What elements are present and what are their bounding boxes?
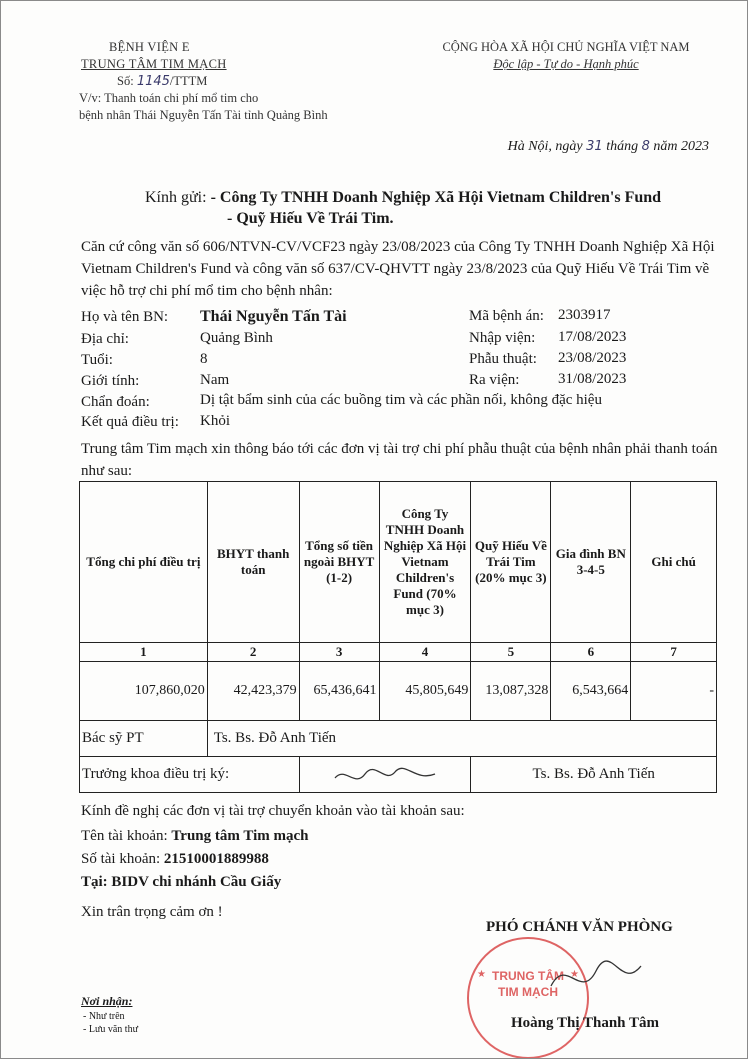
table-header-cell: Gia đình BN 3-4-5: [551, 482, 631, 643]
national-motto: Độc lập - Tự do - Hạnh phúc: [493, 57, 639, 71]
subject-line-2: bệnh nhân Thái Nguyễn Tấn Tài tỉnh Quảng Bình: [79, 108, 328, 122]
republic-title: CỘNG HÒA XÃ HỘI CHỦ NGHĨA VIỆT NAM: [442, 40, 690, 54]
table-header-cell: BHYT thanh toán: [207, 482, 299, 643]
signer-title: PHÓ CHÁNH VĂN PHÒNG: [486, 919, 673, 935]
center-name: TRUNG TÂM TIM MẠCH: [81, 57, 227, 71]
recipient-2: - Quỹ Hiếu Về Trái Tim.: [227, 210, 394, 227]
header-left: [79, 39, 379, 124]
patient-name: Thái Nguyễn Tấn Tài: [200, 308, 347, 325]
intro-paragraph: Căn cứ công văn số 606/NTVN-CV/VCF23 ngày 23/08/2023 của Công Ty TNHH Doanh Nghiệp Xã Hội Vietnam Children's Fund và công văn số 637/CV-QHVTT ngày 23/8/2023 của Quỹ Hiếu Về Trái Tim về việc hỗ trợ chi phí mổ tim cho bệnh nhân:: [81, 239, 715, 299]
table-header-cell: Tổng chi phí điều trị: [80, 482, 208, 643]
hospital-name: BỆNH VIỆN E: [109, 40, 190, 54]
document-number: Số: 1145/TTTM: [117, 74, 208, 89]
subject-line-1: V/v: Thanh toán chi phí mổ tim cho: [79, 91, 259, 105]
diagnosis: Dị tật bẩm sinh của các buồng tim và các phần nối, không đặc hiệu: [200, 392, 602, 408]
table-header-cell: Ghi chú: [631, 482, 717, 643]
recipients-footer-item: - Lưu văn thư: [83, 1024, 138, 1035]
recipients-block: [145, 187, 661, 229]
table-header-cell: Công Ty TNHH Doanh Nghiệp Xã Hội Vietnam Children's Fund (70% mục 3): [379, 482, 471, 643]
table-value-row: 107,860,020 42,423,379 65,436,641 45,805,649 13,087,328 6,543,664 -: [80, 662, 717, 721]
document-page: BỆNH VIỆN E TRUNG TÂM TIM MẠCH Số: 1145/TTTM V/v: Thanh toán chi phí mổ tim cho bệnh nhân Thái Nguyễn Tấn Tài tỉnh Quảng Bình CỘNG HÒA XÃ HỘI CHỦ NGHĨA VIỆT NAM Độc lập - Tự do - Hạnh phúc Hà Nội, ngày 31 tháng 8 năm 2023 Kính gửi: - Công Ty TNHH Doanh Nghiệp Xã Hội Vietnam Children's Fund - Quỹ Hiếu Về Trái Tim. Căn cứ công văn số 606/NTVN-CV/VCF23 ngày 23/08/2023 của Công Ty TNHH Doanh Nghiệp Xã Hội Vietnam Children's Fund và công văn số 637/CV-QHVTT ngày 23/8/2023 của Quỹ Hiếu Về Trái Tim về việc hỗ trợ chi phí mổ tim cho bệnh nhân: Họ và tên BN: Thái Nguyễn Tấn Tài Địa chỉ: Quảng Bình Tuổi: 8 Giới tính: Nam Chẩn đoán: Dị tật bẩm sinh của các buồng tim và các phần nối, không đặc hiệu Kết quả điều trị: Khỏi Mã bệnh án: 2303917 Nhập viện: 17/08/2023 Phẫu thuật: 23/08/2023 Ra viện: 31/08/2023 Trung tâm Tim mạch xin thông báo tới các đơn vị tài trợ chi phí phẫu thuật của bệnh nhân phải thanh toán như sau: Tổng chi phí điều trị BHYT thanh toán Tổng số tiền ngoài BHYT (1-2) Công Ty TNHH Doanh Nghiệp Xã Hội Vietnam Children's Fund (70% mục 3) Quỹ Hiếu Về Trái Tim (20% mục 3) Gia đình BN 3-4-5 Ghi chú 1 2 3 4 5 6 7 107,860,020 42,423,379 65,436,641 45,805,649 13,087,328 6,543,664 - Bác sỹ PT Ts. Bs. Đỗ Anh Tiến Trưởng khoa điều trị ký: Ts. Bs. Đỗ Anh Tiến Kính đề nghị các đơn vị tài trợ chuyển khoản vào tài khoản sau: Tên tài khoản: Trung tâm Tim mạch Số tài khoản: 21510001889988 Tại: BIDV chi nhánh Cầu Giấy Xin trân trọng cảm ơn ! PHÓ CHÁNH VĂN PHÒNG ★ TRUNG TÂM TIM MẠCH ★ Hoàng Thị Thanh Tâm Nơi nhận: - Như trên - Lưu văn thư: [0, 0, 748, 1059]
doctor-row: Bác sỹ PT Ts. Bs. Đỗ Anh Tiến: [80, 721, 717, 757]
table-number-row: 1 2 3 4 5 6 7: [80, 643, 717, 662]
recipients-label: Kính gửi:: [145, 189, 207, 206]
handwritten-number: 1145: [136, 74, 170, 89]
official-stamp: ★ TRUNG TÂM TIM MẠCH ★: [467, 937, 589, 1059]
document-date: Hà Nội, ngày 31 tháng 8 năm 2023: [507, 139, 709, 154]
account-number-line: Số tài khoản: 21510001889988: [81, 851, 269, 867]
notice-paragraph: Trung tâm Tim mạch xin thông báo tới các đơn vị tài trợ chi phí phẫu thuật của bệnh nhân phải thanh toán như sau:: [81, 441, 718, 479]
account-name-line: Tên tài khoản: Trung tâm Tim mạch: [81, 828, 309, 844]
bank-request: Kính đề nghị các đơn vị tài trợ chuyển khoản vào tài khoản sau:: [81, 803, 465, 819]
signature-cell: [299, 757, 471, 793]
recipients-footer-label: Nơi nhận:: [81, 994, 133, 1008]
bank-line: Tại: BIDV chi nhánh Cầu Giấy: [81, 874, 282, 890]
recipient-1: - Công Ty TNHH Doanh Nghiệp Xã Hội Vietnam Children's Fund: [210, 189, 662, 206]
table-header-cell: Tổng số tiền ngoài BHYT (1-2): [299, 482, 379, 643]
recipients-footer-item: - Như trên: [83, 1011, 125, 1022]
header-right: [421, 39, 711, 73]
signer-signature-icon: [541, 946, 651, 1006]
cost-table: [79, 481, 717, 793]
signer-name: Hoàng Thị Thanh Tâm: [511, 1015, 659, 1031]
signature-icon: [325, 760, 445, 790]
closing-line: Xin trân trọng cảm ơn !: [81, 904, 223, 920]
table-header-row: [80, 482, 717, 643]
head-signature-row: Trưởng khoa điều trị ký: Ts. Bs. Đỗ Anh Tiến: [80, 757, 717, 793]
table-header-cell: Quỹ Hiếu Về Trái Tim (20% mục 3): [471, 482, 551, 643]
